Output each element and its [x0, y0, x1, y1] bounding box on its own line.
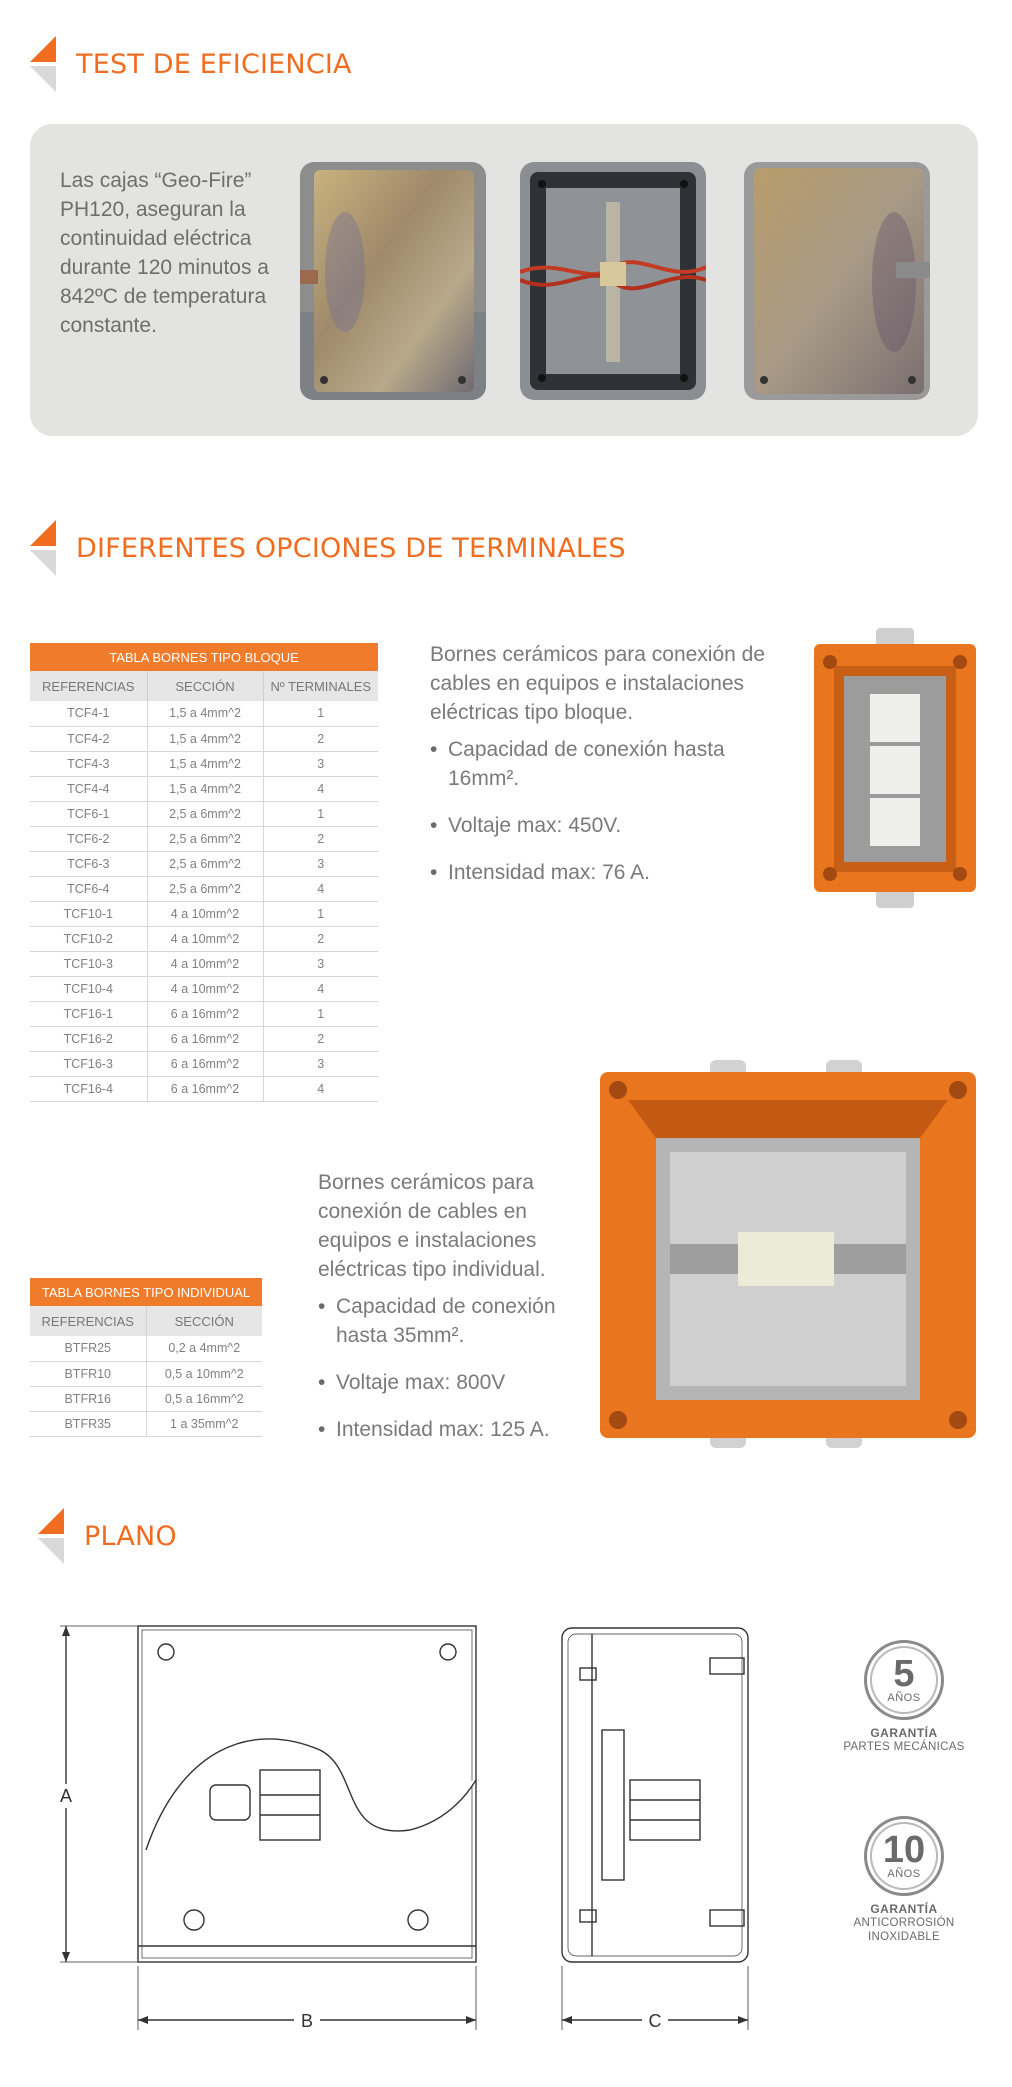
table-cell: TCF16-3 [30, 1051, 147, 1076]
warranty-seal-icon [864, 1816, 944, 1896]
table-cell: 6 a 16mm^2 [147, 1051, 263, 1076]
table-cell: 3 [263, 1051, 378, 1076]
badge-unit: AÑOS [887, 1692, 921, 1704]
table-row [30, 1386, 262, 1411]
column-header: SECCIÓN [146, 1306, 262, 1336]
table-cell: BTFR16 [30, 1386, 146, 1411]
section-title-terminals: DIFERENTES OPCIONES DE TERMINALES [76, 532, 626, 564]
badge-subtitle: PARTES MECÁNICAS [843, 1741, 965, 1753]
table-row [30, 876, 378, 901]
badge-title: GARANTÍA [870, 1902, 938, 1916]
section-arrow-icon [28, 36, 58, 92]
table-cell: 1 [263, 701, 378, 726]
table-row [30, 1336, 262, 1361]
block-box-photo [814, 628, 976, 910]
table-row [30, 926, 378, 951]
table-row [30, 776, 378, 801]
block-bullet: • Capacidad de conexión hasta 16mm². [430, 735, 790, 793]
table-cell: TCF4-1 [30, 701, 147, 726]
individual-description [318, 1168, 568, 1462]
table-cell: 1 [263, 901, 378, 926]
individual-bullet: • Capacidad de conexión hasta 35mm². [318, 1292, 568, 1350]
test-photo-3 [744, 162, 930, 400]
column-header: SECCIÓN [147, 671, 263, 701]
table-cell: 4 a 10mm^2 [147, 951, 263, 976]
block-terminals-table [30, 643, 378, 1102]
badge-number: 5 [893, 1653, 915, 1695]
table-cell: 4 a 10mm^2 [147, 926, 263, 951]
badge-unit: AÑOS [887, 1868, 921, 1880]
table-row [30, 826, 378, 851]
test-photo-1 [300, 162, 486, 400]
table-cell: 6 a 16mm^2 [147, 1026, 263, 1051]
table-cell: TCF6-4 [30, 876, 147, 901]
table-cell: TCF6-3 [30, 851, 147, 876]
section-title-plan: PLANO [84, 1520, 177, 1552]
test-photo-2 [520, 162, 706, 400]
table-cell: 2,5 a 6mm^2 [147, 851, 263, 876]
table-cell: TCF16-4 [30, 1076, 147, 1101]
individual-bullet: • Voltaje max: 800V [318, 1368, 568, 1397]
section-header-plan [36, 1508, 177, 1564]
table-cell: 2,5 a 6mm^2 [147, 826, 263, 851]
table-cell: TCF10-2 [30, 926, 147, 951]
table-cell: 3 [263, 951, 378, 976]
table-cell: BTFR35 [30, 1411, 146, 1436]
front-view-drawing [30, 1620, 490, 2050]
dimension-label-a: A [59, 1786, 73, 1806]
section-arrow-icon [36, 1508, 66, 1564]
table-cell: 0,5 a 10mm^2 [146, 1361, 262, 1386]
table-cell: 4 a 10mm^2 [147, 901, 263, 926]
column-header: Nº TERMINALES [263, 671, 378, 701]
table-cell: 0,5 a 16mm^2 [146, 1386, 262, 1411]
table-row [30, 701, 378, 726]
table-row [30, 726, 378, 751]
table-row [30, 901, 378, 926]
table-cell: TCF10-1 [30, 901, 147, 926]
table-row [30, 1051, 378, 1076]
table-cell: 2,5 a 6mm^2 [147, 876, 263, 901]
table-cell: TCF10-3 [30, 951, 147, 976]
table-cell: TCF6-1 [30, 801, 147, 826]
table-cell: 4 [263, 1076, 378, 1101]
table-caption: TABLA BORNES TIPO BLOQUE [30, 643, 378, 671]
table-row [30, 951, 378, 976]
individual-terminals-table [30, 1278, 262, 1437]
table-row [30, 1001, 378, 1026]
table-cell: TCF6-2 [30, 826, 147, 851]
warranty-badge-mechanical [824, 1640, 984, 1754]
table-cell: BTFR25 [30, 1336, 146, 1361]
warranty-badge-corrosion [824, 1816, 984, 1944]
individual-bullet: • Intensidad max: 125 A. [318, 1415, 568, 1444]
column-header: REFERENCIAS [30, 1306, 146, 1336]
table-cell: 1,5 a 4mm^2 [147, 701, 263, 726]
section-arrow-icon [28, 520, 58, 576]
table-cell: 2 [263, 726, 378, 751]
table-cell: 1 [263, 801, 378, 826]
table-cell: 3 [263, 751, 378, 776]
dimension-label-b: B [300, 2011, 314, 2031]
table-cell: 4 [263, 876, 378, 901]
individual-intro: Bornes cerámicos para conexión de cables en equipos e instalaciones eléctricas tipo individual. [318, 1171, 546, 1281]
table-cell: 1,5 a 4mm^2 [147, 751, 263, 776]
table-cell: TCF4-4 [30, 776, 147, 801]
side-view-drawing [550, 1620, 770, 2050]
table-row [30, 976, 378, 1001]
dimension-label-c: C [648, 2011, 662, 2031]
table-cell: TCF16-1 [30, 1001, 147, 1026]
table-row [30, 1411, 262, 1436]
block-intro: Bornes cerámicos para conexión de cables en equipos e instalaciones eléctricas tipo bloque. [430, 643, 766, 724]
table-cell: 2,5 a 6mm^2 [147, 801, 263, 826]
table-cell: BTFR10 [30, 1361, 146, 1386]
badge-subtitle: ANTICORROSIÓN [853, 1917, 955, 1929]
table-cell: 4 [263, 776, 378, 801]
table-cell: 1 [263, 1001, 378, 1026]
badge-number: 10 [882, 1829, 926, 1871]
table-cell: 1,5 a 4mm^2 [147, 776, 263, 801]
table-row [30, 801, 378, 826]
table-cell: TCF4-3 [30, 751, 147, 776]
block-bullet: • Intensidad max: 76 A. [430, 858, 790, 887]
table-cell: 4 a 10mm^2 [147, 976, 263, 1001]
table-row [30, 851, 378, 876]
badge-subtitle: INOXIDABLE [867, 1931, 941, 1943]
section-header-test [28, 36, 352, 92]
table-cell: 1 a 35mm^2 [146, 1411, 262, 1436]
individual-box-photo [600, 1060, 976, 1450]
table-cell: 6 a 16mm^2 [147, 1001, 263, 1026]
table-cell: 2 [263, 1026, 378, 1051]
table-cell: TCF16-2 [30, 1026, 147, 1051]
table-cell: 4 [263, 976, 378, 1001]
section-header-terminals [28, 520, 626, 576]
table-caption: TABLA BORNES TIPO INDIVIDUAL [30, 1278, 262, 1306]
table-cell: 0,2 a 4mm^2 [146, 1336, 262, 1361]
column-header: REFERENCIAS [30, 671, 147, 701]
table-row [30, 1361, 262, 1386]
block-description [430, 640, 790, 905]
table-row [30, 1026, 378, 1051]
badge-title: GARANTÍA [870, 1726, 938, 1740]
test-description: Las cajas “Geo-Fire” PH120, aseguran la continuidad eléctrica durante 120 minutos a 842ºC de temperatura constante. [60, 169, 269, 337]
table-cell: TCF10-4 [30, 976, 147, 1001]
table-row [30, 1076, 378, 1101]
section-title-test: TEST DE EFICIENCIA [76, 48, 352, 80]
warranty-seal-icon [864, 1640, 944, 1720]
table-cell: 3 [263, 851, 378, 876]
table-cell: 2 [263, 926, 378, 951]
table-cell: TCF4-2 [30, 726, 147, 751]
table-cell: 1,5 a 4mm^2 [147, 726, 263, 751]
table-cell: 6 a 16mm^2 [147, 1076, 263, 1101]
table-cell: 2 [263, 826, 378, 851]
table-row [30, 751, 378, 776]
block-bullet: • Voltaje max: 450V. [430, 811, 790, 840]
